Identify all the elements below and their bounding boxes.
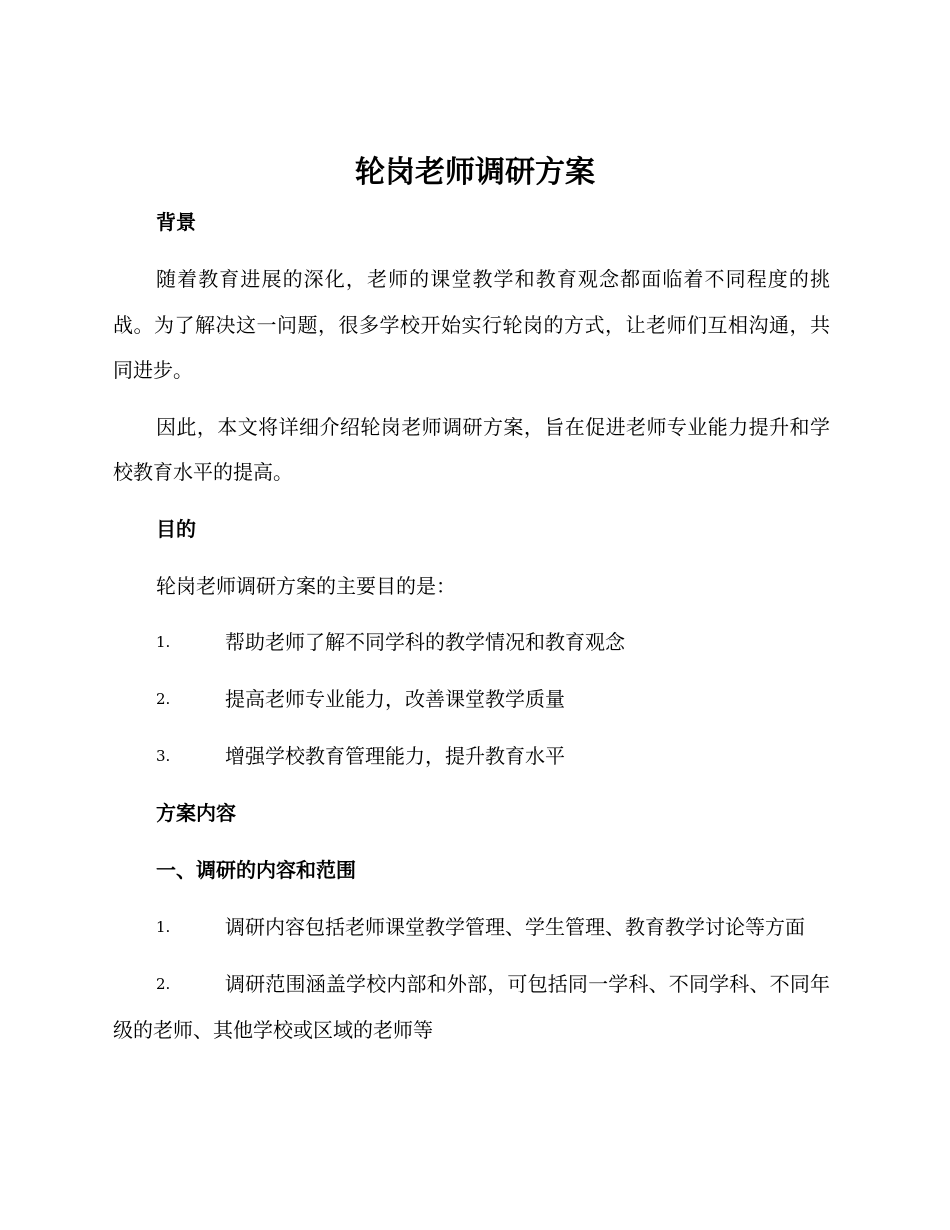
section-heading-background: 背景: [156, 210, 196, 234]
list-item-text: 调研范围涵盖学校内部和外部，可包括同一学科、不同学科、不同年级的老师、其他学校或区域的老师等: [113, 972, 830, 1042]
document-body: [113, 200, 830, 1065]
list-item-text: 调研内容包括老师课堂教学管理、学生管理、教育教学讨论等方面: [225, 915, 805, 939]
list-item-number: 1.: [156, 918, 171, 936]
list-item-text: 帮助老师了解不同学科的教学情况和教育观念: [225, 630, 625, 654]
background-paragraph-1: 随着教育进展的深化，老师的课堂教学和教育观念都面临着不同程度的挑战。为了解决这一问题，很多学校开始实行轮岗的方式，让老师们互相沟通，共同进步。: [113, 267, 830, 382]
list-item-text: 提高老师专业能力，改善课堂教学质量: [225, 687, 565, 711]
list-item: [113, 620, 830, 666]
list-item-number: 3.: [156, 747, 171, 765]
list-item-text: 增强学校教育管理能力，提升教育水平: [225, 744, 565, 768]
purpose-intro: 轮岗老师调研方案的主要目的是：: [156, 573, 456, 598]
list-item: [113, 905, 830, 951]
list-item-number: 1.: [156, 633, 171, 651]
list-item-number: 2.: [156, 690, 171, 708]
list-item: [113, 677, 830, 723]
subsection-heading-scope: 一、调研的内容和范围: [156, 858, 356, 882]
list-item: [113, 734, 830, 780]
section-heading-plan: 方案内容: [156, 801, 236, 825]
list-item-number: 2.: [156, 975, 171, 993]
document-title: 轮岗老师调研方案: [355, 155, 595, 190]
section-heading-purpose: 目的: [156, 516, 196, 541]
list-item: [113, 962, 830, 1053]
background-paragraph-2: 因此，本文将详细介绍轮岗老师调研方案，旨在促进老师专业能力提升和学校教育水平的提高。: [113, 414, 830, 484]
